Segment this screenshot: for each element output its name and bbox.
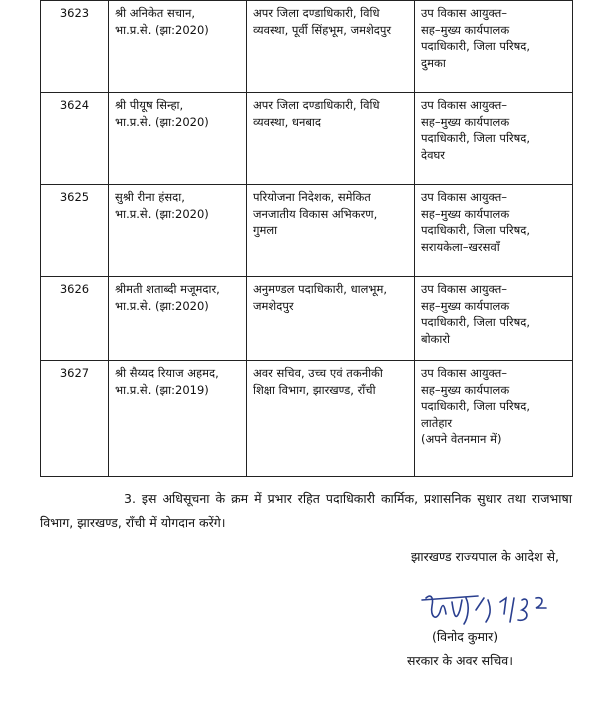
new-posting-line: (अपने वेतनमान में) <box>421 432 502 446</box>
new-posting-line: पदाधिकारी, जिला परिषद, <box>421 131 531 145</box>
new-posting-line: उप विकास आयुक्त– <box>421 190 507 204</box>
governor-order-line: झारखण्ड राज्यपाल के आदेश से, <box>410 549 559 564</box>
new-posting-line: उप विकास आयुक्त– <box>421 6 507 20</box>
paragraph-number: 3. <box>124 491 136 506</box>
table-row <box>41 361 573 477</box>
table-row <box>41 1 573 93</box>
paragraph-3 <box>40 487 572 535</box>
new-posting-line: बोकारो <box>421 331 451 346</box>
current-posting-cell <box>247 93 415 185</box>
officer-name-line: श्री सैय्यद रियाज अहमद, <box>115 366 219 380</box>
serial-number: 3623 <box>59 6 90 20</box>
table-row <box>41 277 573 361</box>
officer-name-cell <box>109 361 247 477</box>
table-body <box>41 1 573 477</box>
current-posting-line: व्यवस्था, पूर्वी सिंहभूम, जमशेदपुर <box>253 22 392 37</box>
serial-number: 3626 <box>59 282 90 296</box>
signatory-name: (विनोद कुमार) <box>432 629 499 644</box>
new-posting-line: सह–मुख्य कार्यपालक <box>421 22 510 37</box>
officer-name-line: भा.प्र.से. (झा:2020) <box>115 114 209 129</box>
new-posting-line: सह–मुख्य कार्यपालक <box>421 298 510 313</box>
new-posting-cell <box>415 361 573 477</box>
new-posting-line: दुमका <box>421 55 446 70</box>
new-posting-line: सह–मुख्य कार्यपालक <box>421 114 510 129</box>
serial-number-cell <box>41 361 109 477</box>
new-posting-line: सह–मुख्य कार्यपालक <box>421 206 510 221</box>
new-posting-line: पदाधिकारी, जिला परिषद, <box>421 39 531 53</box>
officer-name-line: भा.प्र.से. (झा:2019) <box>115 382 209 397</box>
new-posting-line: पदाधिकारी, जिला परिषद, <box>421 399 531 413</box>
signatory-designation: सरकार के अवर सचिव। <box>407 653 513 668</box>
current-posting-line: अपर जिला दण्डाधिकारी, विधि <box>253 98 380 112</box>
current-posting-cell <box>247 277 415 361</box>
table-row <box>41 93 573 185</box>
table-row <box>41 185 573 277</box>
new-posting-line: उप विकास आयुक्त– <box>421 366 507 380</box>
current-posting-line: जनजातीय विकास अभिकरण, <box>253 206 378 221</box>
current-posting-line: व्यवस्था, धनबाद <box>253 114 321 129</box>
new-posting-line: लातेहार <box>421 415 453 430</box>
current-posting-cell <box>247 1 415 93</box>
current-posting-cell <box>247 361 415 477</box>
current-posting-line: अपर जिला दण्डाधिकारी, विधि <box>253 6 380 20</box>
new-posting-line: उप विकास आयुक्त– <box>421 282 507 296</box>
officer-name-line: श्री अनिकेत सचान, <box>115 6 196 20</box>
officer-transfer-table <box>40 0 573 477</box>
serial-number: 3624 <box>59 98 90 112</box>
new-posting-cell <box>415 1 573 93</box>
current-posting-line: जमशेदपुर <box>253 298 294 313</box>
new-posting-line: पदाधिकारी, जिला परिषद, <box>421 223 531 237</box>
paragraph-text: इस अधिसूचना के क्रम में प्रभार रहित पदाधिकारी कार्मिक, प्रशासनिक सुधार तथा राजभाषा विभाग, झारखण्ड, राँची में योगदान करेंगे। <box>40 491 572 530</box>
officer-name-cell <box>109 277 247 361</box>
new-posting-cell <box>415 277 573 361</box>
serial-number-cell <box>41 185 109 277</box>
new-posting-line: सरायकेला–खरसवाँ <box>421 239 500 254</box>
officer-name-cell <box>109 93 247 185</box>
serial-number-cell <box>41 93 109 185</box>
current-posting-cell <box>247 185 415 277</box>
officer-name-cell <box>109 185 247 277</box>
current-posting-line: अवर सचिव, उच्च एवं तकनीकी <box>253 366 383 380</box>
current-posting-line: अनुमण्डल पदाधिकारी, धालभूम, <box>253 282 388 296</box>
current-posting-line: परियोजना निदेशक, समेकित <box>253 190 371 204</box>
new-posting-cell <box>415 93 573 185</box>
new-posting-line: देवघर <box>421 147 446 162</box>
current-posting-line: शिक्षा विभाग, झारखण्ड, राँची <box>253 382 376 397</box>
serial-number: 3625 <box>59 190 90 204</box>
officer-name-line: भा.प्र.से. (झा:2020) <box>115 298 209 313</box>
new-posting-cell <box>415 185 573 277</box>
new-posting-line: पदाधिकारी, जिला परिषद, <box>421 315 531 329</box>
officer-name-line: भा.प्र.से. (झा:2020) <box>115 206 209 221</box>
serial-number: 3627 <box>59 366 90 380</box>
new-posting-line: सह–मुख्य कार्यपालक <box>421 382 510 397</box>
officer-name-line: भा.प्र.से. (झा:2020) <box>115 22 209 37</box>
new-posting-line: उप विकास आयुक्त– <box>421 98 507 112</box>
officer-name-line: श्री पीयूष सिन्हा, <box>115 98 184 112</box>
officer-name-line: सुश्री रीना हंसदा, <box>115 190 185 204</box>
serial-number-cell <box>41 1 109 93</box>
serial-number-cell <box>41 277 109 361</box>
officer-name-cell <box>109 1 247 93</box>
current-posting-line: गुमला <box>253 223 278 237</box>
officer-name-line: श्रीमती शताब्दी मजूमदार, <box>115 282 220 296</box>
